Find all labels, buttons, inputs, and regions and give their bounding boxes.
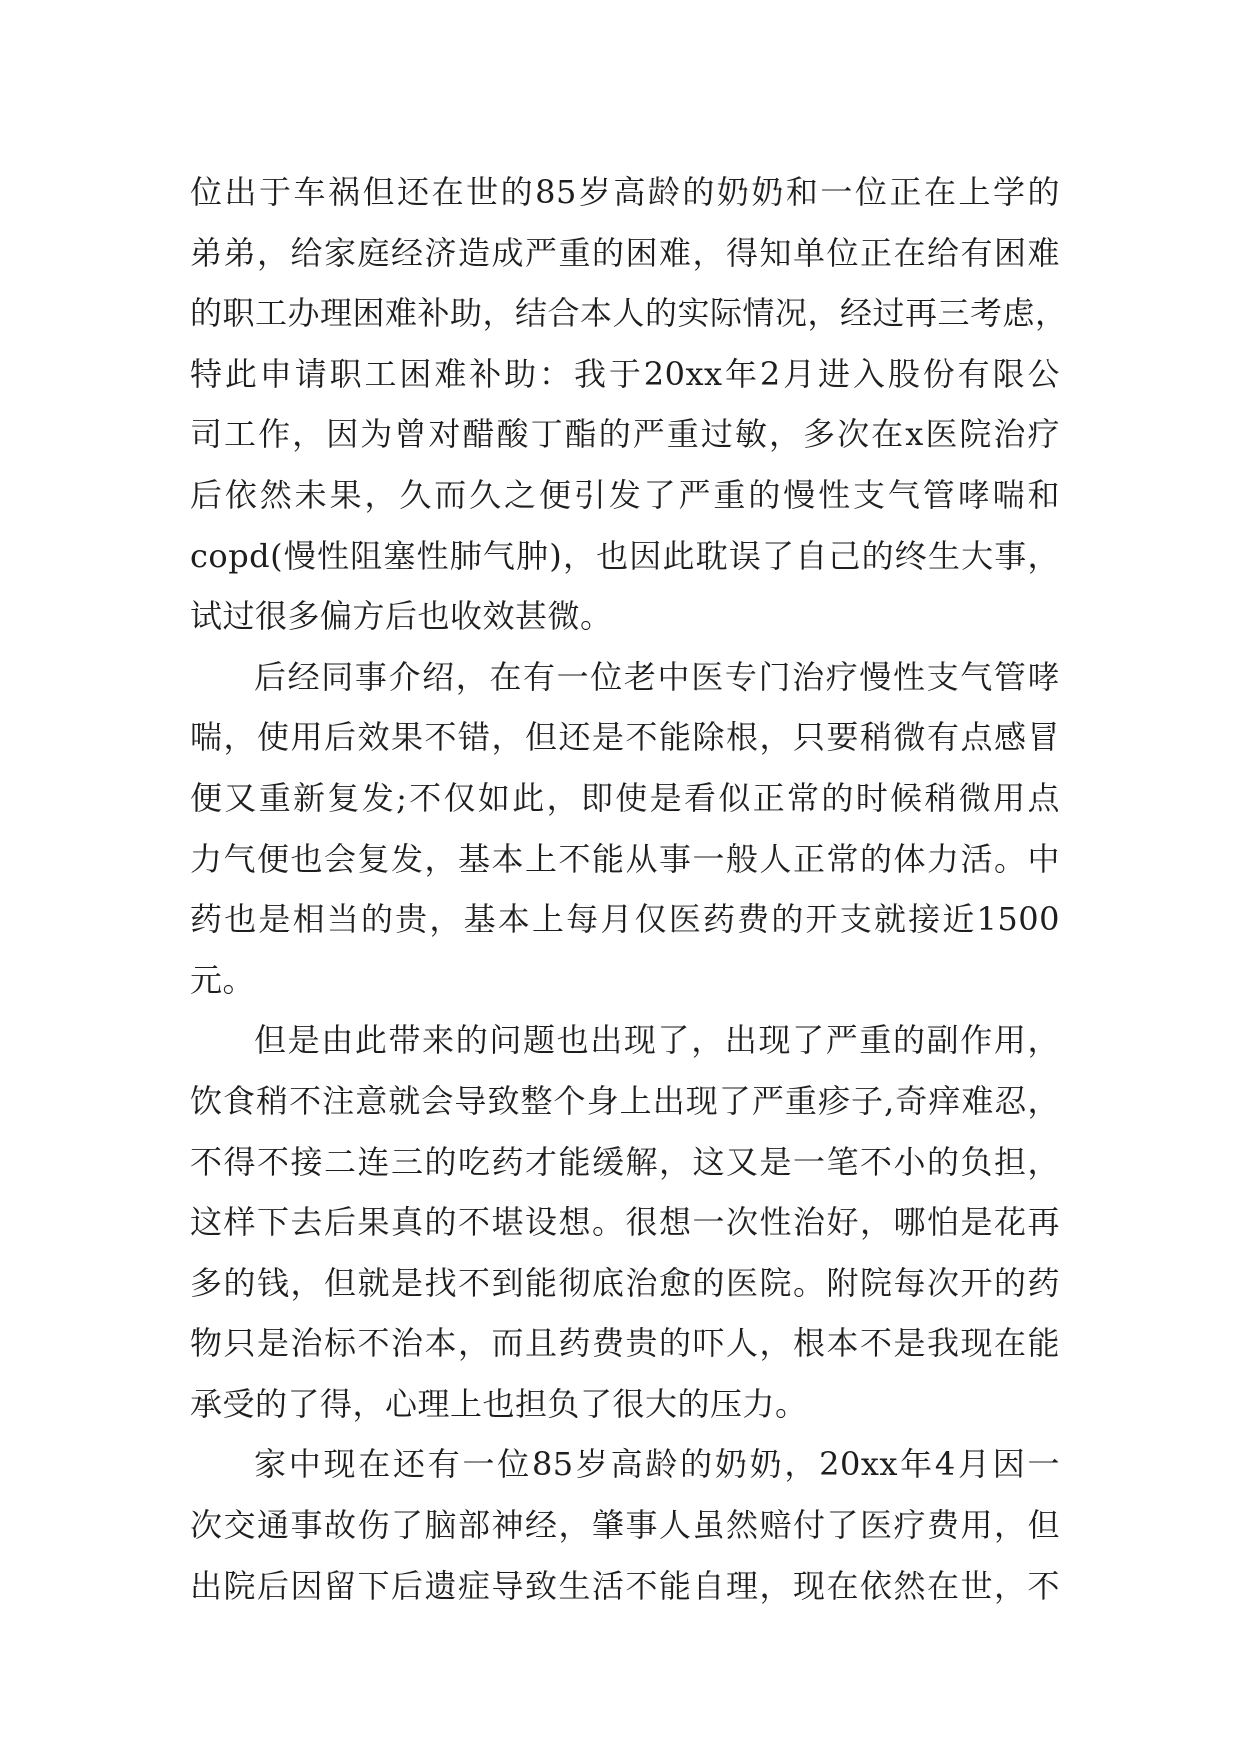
text-line: 喘，使用后效果不错，但还是不能除根，只要稍微有点感冒 <box>190 718 1060 757</box>
paragraph <box>190 162 1068 647</box>
text-line: 但是由此带来的问题也出现了，出现了严重的副作用， <box>254 1021 1060 1060</box>
text-line: 试过很多偏方后也收效甚微。 <box>190 597 613 636</box>
text-line: 特此申请职工困难补助：我于20xx年2月进入股份有限公 <box>190 354 1060 393</box>
text-line: 出院后因留下后遗症导致生活不能自理，现在依然在世，不 <box>190 1566 1060 1605</box>
text-line: 家中现在还有一位85岁高龄的奶奶，20xx年4月因一 <box>254 1445 1060 1484</box>
text-line: 元。 <box>190 960 256 999</box>
paragraph <box>190 1010 1060 1434</box>
text-line: 的职工办理困难补助，结合本人的实际情况，经过再三考虑， <box>190 294 1068 333</box>
text-line: 物只是治标不治本，而且药费贵的吓人，根本不是我现在能 <box>190 1324 1060 1363</box>
text-line: copd(慢性阻塞性肺气肿)，也因此耽误了自己的终生大事， <box>190 536 1060 575</box>
text-line: 力气便也会复发，基本上不能从事一般人正常的体力活。中 <box>190 839 1060 878</box>
text-line: 多的钱，但就是找不到能彻底治愈的医院。附院每次开的药 <box>190 1263 1060 1302</box>
text-line: 弟弟，给家庭经济造成严重的困难，得知单位正在给有困难 <box>190 233 1060 272</box>
text-line: 这样下去后果真的不堪设想。很想一次性治好，哪怕是花再 <box>190 1203 1060 1242</box>
paragraph <box>190 647 1060 1011</box>
text-line: 后依然未果，久而久之便引发了严重的慢性支气管哮喘和 <box>190 475 1060 514</box>
text-line: 药也是相当的贵，基本上每月仅医药费的开支就接近1500 <box>190 900 1060 939</box>
text-line: 不得不接二连三的吃药才能缓解，这又是一笔不小的负担， <box>190 1142 1060 1181</box>
text-line: 后经同事介绍，在有一位老中医专门治疗慢性支气管哮 <box>254 657 1060 696</box>
paragraph <box>190 1434 1060 1616</box>
text-line: 司工作，因为曾对醋酸丁酯的严重过敏，多次在x医院治疗 <box>190 415 1060 454</box>
text-line: 次交通事故伤了脑部神经，肇事人虽然赔付了医疗费用，但 <box>190 1506 1060 1545</box>
text-line: 承受的了得，心理上也担负了很大的压力。 <box>190 1384 808 1423</box>
document-body <box>190 162 1068 1616</box>
text-line: 便又重新复发;不仅如此，即使是看似正常的时候稍微用点 <box>190 778 1060 817</box>
text-line: 位出于车祸但还在世的85岁高龄的奶奶和一位正在上学的 <box>190 173 1060 211</box>
text-line: 饮食稍不注意就会导致整个身上出现了严重疹子,奇痒难忍， <box>190 1081 1060 1120</box>
